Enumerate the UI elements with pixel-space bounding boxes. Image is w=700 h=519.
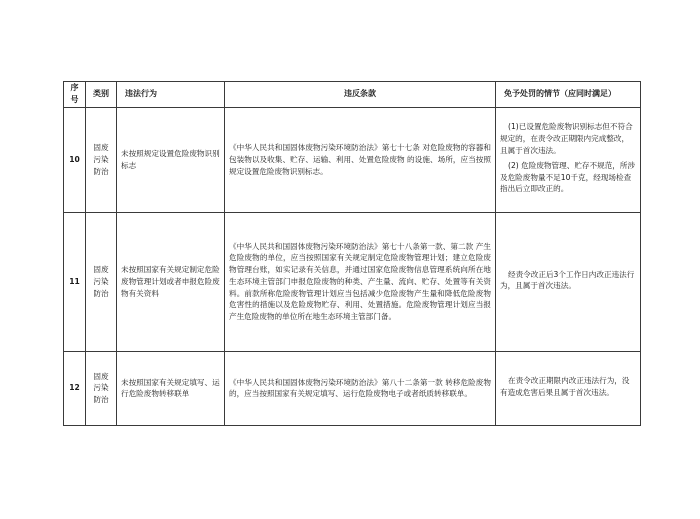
table-row (64, 351, 641, 425)
row-category: 固废污染防治 (86, 107, 117, 212)
row-no: 12 (64, 351, 86, 425)
row-act: 未按照国家有关规定填写、运行危险废物转移联单 (117, 351, 225, 425)
row-clause: 《中华人民共和国固体废物污染环境防治法》第七十八条第一款、第二款 产生危险废物的单位，应当按照国家有关规定制定危险废物管理计划；建立危险废物管理台账，如实记录有关信息，并通过国家危险废物信息管理系统向所在地生态环境主管部门申报危险废物的种类、产生量、流向、贮存、处置等有关资料。前款所称危险废物管理计划应当包括减少危险废物产生量和降低危险废物危害性的措施以及危险废物贮存、利用、处置措施。危险废物管理计划应当报产生危险废物的单位所在地生态环境主管部门备。 (225, 212, 496, 351)
exempt-item: (2) 危险废物管理、贮存不规范，所涉及危险废物量不足10千克，经现场检查指出后立即改正的。 (500, 160, 636, 194)
exempt-item: (1)已设置危险废物识别标志但不符合规定的，在责令改正期限内完成整改，且属于首次违法。 (500, 122, 633, 156)
row-exempt (496, 212, 641, 351)
row-clause: 《中华人民共和国固体废物污染环境防治法》第七十七条 对危险废物的容器和包装物以及收集、贮存、运输、利用、处置危险废物 的设施、场所，应当按照规定设置危险废物识别标志。 (225, 107, 496, 212)
row-no: 11 (64, 212, 86, 351)
header-act: 违法行为 (117, 82, 225, 108)
exempt-item: 经责令改正后3个工作日内改正违法行为，且属于首次违法。 (500, 269, 635, 291)
header-category: 类别 (86, 82, 117, 108)
header-clause: 违反条款 (225, 82, 496, 108)
exempt-item: 在责令改正期限内改正违法行为，没有造成危害后果且属于首次违法。 (500, 376, 630, 397)
row-act: 未按照规定设置危险废物识别标志 (117, 107, 225, 212)
table-row (64, 107, 641, 212)
row-category: 固废污染防治 (86, 351, 117, 425)
row-category: 固废污染防治 (86, 212, 117, 351)
row-exempt (496, 107, 641, 212)
header-no: 序号 (64, 82, 86, 108)
row-clause: 《中华人民共和国固体废物污染环境防治法》第八十二条第一款 转移危险废物的，应当按照国家有关规定填写、运行危险废物电子或者纸质转移联单。 (225, 351, 496, 425)
header-exempt: 免予处罚的情节（应同时满足） (496, 82, 641, 108)
row-no: 10 (64, 107, 86, 212)
table-header-row (64, 82, 641, 108)
table-row (64, 212, 641, 351)
penalty-exemption-table (63, 81, 641, 426)
row-exempt (496, 351, 641, 425)
row-act: 未按照国家有关规定制定危险废物管理计划或者申报危险废物有关资料 (117, 212, 225, 351)
